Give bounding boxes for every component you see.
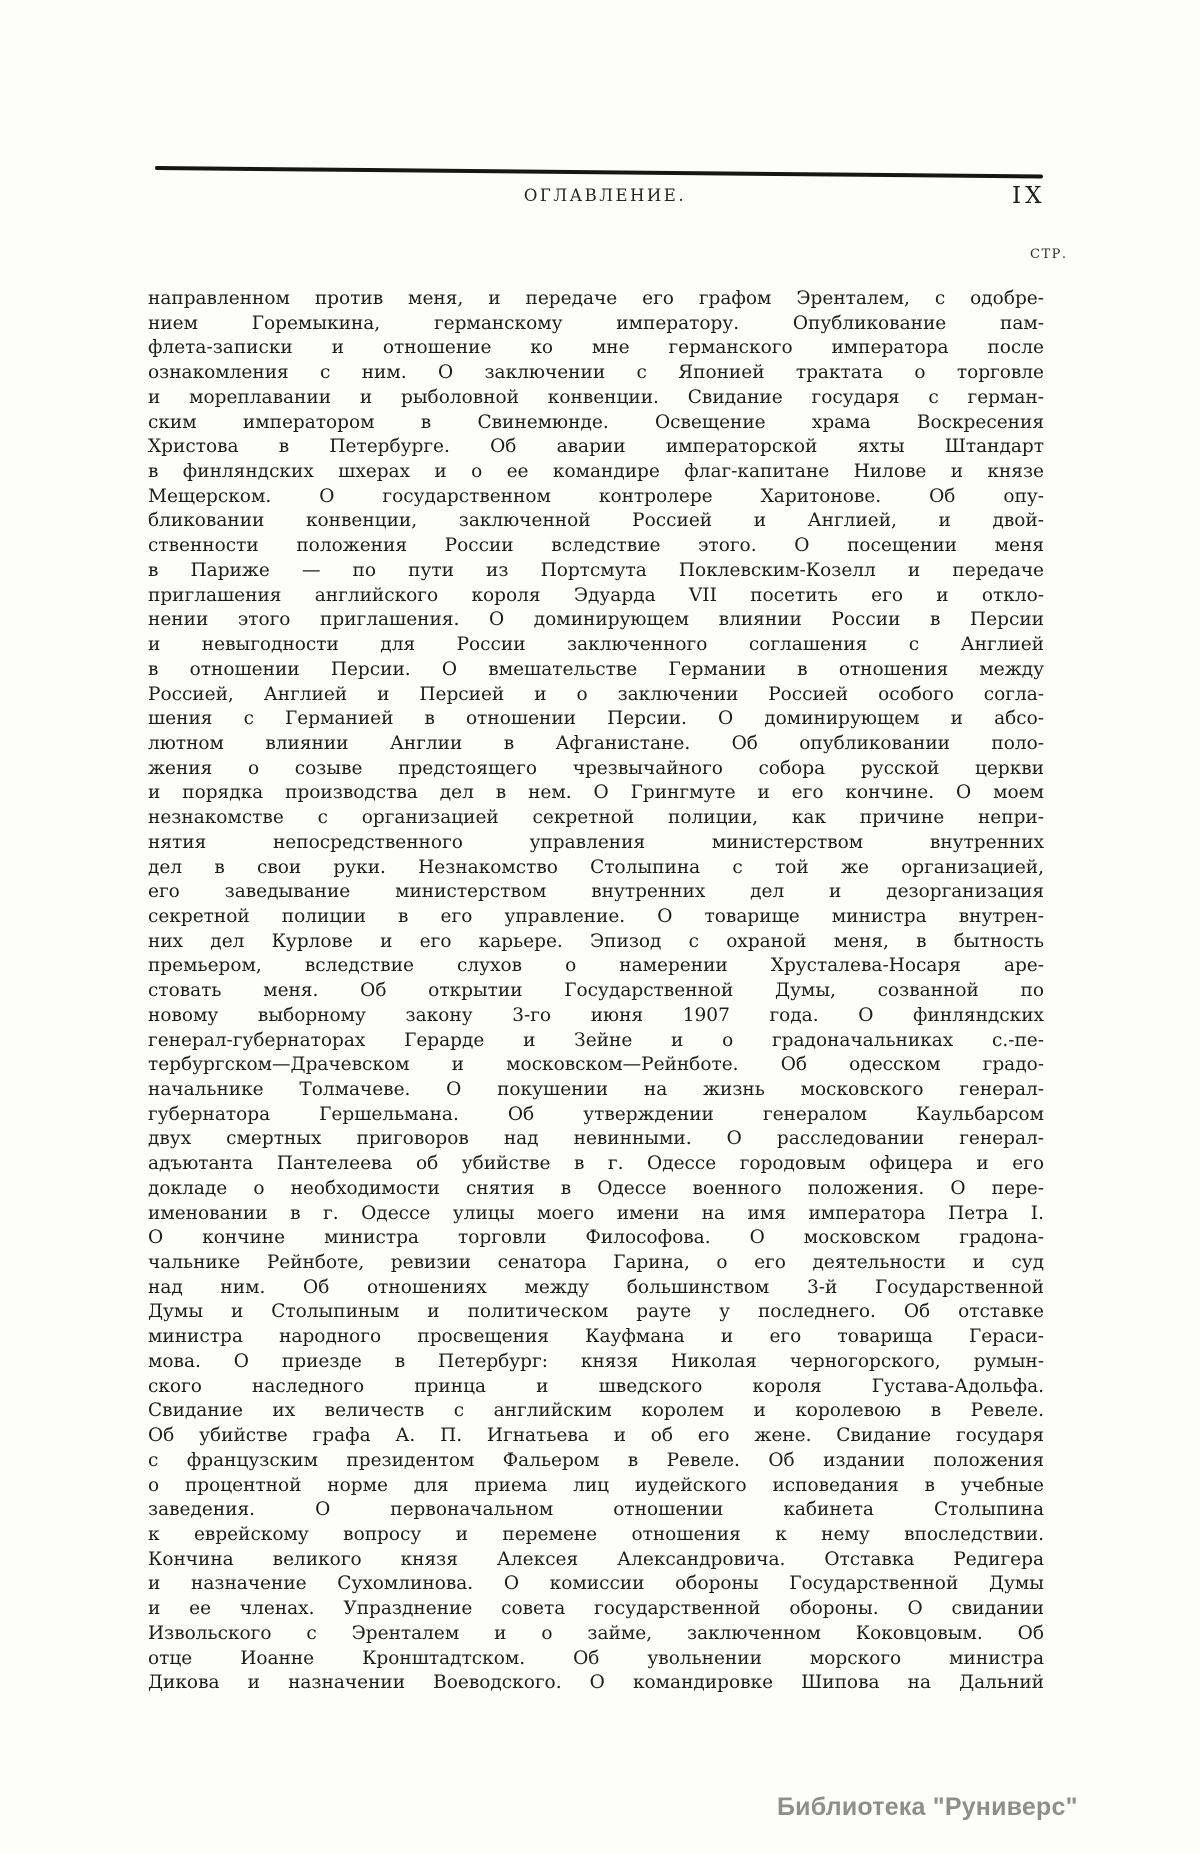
toc-line: отце Иоанне Кронштадтском. Об увольнении морского министра	[148, 1647, 1044, 1669]
toc-line: новому выборному закону 3-го июня 1907 года. О финляндских	[148, 1004, 1044, 1026]
toc-line: флета-записки и отношение ко мне германского императора после	[148, 337, 1044, 359]
toc-line: шения с Германией в отношении Персии. О доминирующем и абсо-	[148, 708, 1044, 730]
toc-line: Извольского с Эренталем и о займе, заключенном Коковцовым. Об	[148, 1622, 1044, 1644]
toc-line: премьером, вследствие слухов о намерении Хрусталева-Носаря аре-	[148, 955, 1044, 977]
toc-line: Мещерском. О государственном контролере Харитонове. Об опу-	[148, 485, 1044, 507]
toc-line: Россией, Англией и Персией и о заключении Россией особого согла-	[148, 683, 1044, 705]
toc-line: жения о созыве предстоящего чрезвычайного собора русской церкви	[148, 757, 1044, 779]
library-watermark: Библиотека "Руниверс"	[777, 1793, 1078, 1821]
toc-line: Думы и Столыпиным и политическом рауте у последнего. Об отставке	[148, 1301, 1044, 1323]
toc-line: нятия непосредственного управления министерством внутренних	[148, 831, 1044, 853]
toc-line: в Париже — по пути из Портсмута Поклевским-Козелл и передаче	[148, 559, 1044, 581]
toc-line: стовать меня. Об открытии Государственной Думы, созванной по	[148, 980, 1044, 1002]
toc-line: его заведывание министерством внутренних дел и дезорганизация	[148, 881, 1044, 903]
page-column-label: СТР.	[1030, 247, 1068, 262]
toc-line: Свидание их величеств с английским королем и королевою в Ревеле.	[148, 1400, 1044, 1422]
toc-line: заведения. О первоначальном отношении кабинета Столыпина	[148, 1499, 1044, 1521]
toc-line: генерал-губернаторах Герарде и Зейне и о градоначальниках с.-пе-	[148, 1029, 1044, 1051]
toc-line: Дикова и назначении Воеводского. О командировке Шипова на Дальний	[148, 1672, 1044, 1694]
toc-line: над ним. Об отношениях между большинством 3-й Государственной	[148, 1276, 1044, 1298]
toc-line: ственности положения России вследствие этого. О посещении меня	[148, 535, 1044, 557]
toc-line: и назначение Сухомлинова. О комиссии обороны Государственной Думы	[148, 1573, 1044, 1595]
toc-line: в финляндских шхерах и о ее командире флаг-капитане Нилове и князе	[148, 461, 1044, 483]
toc-line: адъютанта Пантелеева об убийстве в г. Одессе городовым офицера и его	[148, 1153, 1044, 1175]
page-number: IX	[1012, 183, 1046, 209]
toc-line: секретной полиции в его управление. О товарище министра внутрен-	[148, 905, 1044, 927]
toc-line: направленном против меня, и передаче его графом Эренталем, с одобре-	[148, 288, 1044, 309]
toc-line: бликовании конвенции, заключенной Россией и Англией, и двой-	[148, 510, 1044, 532]
toc-line: Христова в Петербурге. Об аварии императорской яхты Штандарт	[148, 436, 1044, 458]
header-rule	[155, 166, 1043, 179]
page-title: ОГЛАВЛЕНИЕ.	[523, 186, 687, 205]
toc-line: докладе о необходимости снятия в Одессе военного положения. О пере-	[148, 1177, 1044, 1199]
toc-line: О кончине министра торговли Философова. О московском градона-	[148, 1227, 1044, 1249]
toc-line: министра народного просвещения Кауфмана и его товарища Гераси-	[148, 1326, 1044, 1348]
toc-line: губернатора Гершельмана. Об утверждении генералом Каульбарсом	[148, 1103, 1044, 1125]
toc-line: нием Горемыкина, германскому императору. Опубликование пам-	[148, 312, 1044, 334]
toc-line: ским императором в Свинемюнде. Освещение храма Воскресения	[148, 411, 1044, 433]
toc-text	[148, 287, 1044, 1696]
toc-line: них дел Курлове и его карьере. Эпизод с охраной меня, в бытность	[148, 930, 1044, 952]
toc-line: о процентной норме для приема лиц иудейского исповедания в учебные	[148, 1474, 1044, 1496]
toc-line: в отношении Персии. О вмешательстве Германии в отношения между	[148, 658, 1044, 680]
toc-line: начальнике Толмачеве. О покушении на жизнь московского генерал-	[148, 1079, 1044, 1100]
toc-line: тербургском—Драчевском и московском—Рейнботе. Об одесском градо-	[148, 1054, 1044, 1076]
toc-line: Кончина великого князя Алексея Александровича. Отставка Редигера	[148, 1548, 1044, 1570]
toc-line: приглашения английского короля Эдуарда VII посетить его и откло-	[148, 584, 1044, 606]
toc-line: ского наследного принца и шведского короля Густава-Адольфа.	[148, 1375, 1044, 1397]
toc-line: незнакомстве с организацией секретной полиции, как причине непри-	[148, 807, 1044, 829]
toc-line: ознакомления с ним. О заключении с Японией трактата о торговле	[148, 362, 1044, 384]
toc-line: именовании в г. Одессе улицы моего имени на имя императора Петра I.	[148, 1202, 1044, 1224]
toc-line: двух смертных приговоров над невинными. О расследовании генерал-	[148, 1128, 1044, 1150]
toc-line: дел в свои руки. Незнакомство Столыпина с той же организацией,	[148, 856, 1044, 878]
toc-line: мова. О приезде в Петербург: князя Николая черногорского, румын-	[148, 1350, 1044, 1372]
toc-line: к еврейскому вопросу и перемене отношения к нему впоследствии.	[148, 1523, 1044, 1545]
toc-line: и невыгодности для России заключенного соглашения с Англией	[148, 634, 1044, 656]
toc-line: и мореплавании и рыболовной конвенции. Свидание государя с герман-	[148, 386, 1044, 408]
toc-line: нении этого приглашения. О доминирующем влиянии России в Персии	[148, 609, 1044, 631]
toc-line: чальнике Рейнботе, ревизии сенатора Гарина, о его деятельности и суд	[148, 1252, 1044, 1274]
toc-line: и порядка производства дел в нем. О Грингмуте и его кончине. О моем	[148, 782, 1044, 804]
toc-line: с французским президентом Фальером в Ревеле. Об издании положения	[148, 1449, 1044, 1471]
toc-line: Об убийстве графа А. П. Игнатьева и об его жене. Свидание государя	[148, 1425, 1044, 1447]
toc-line: и ее членах. Упразднение совета государственной обороны. О свидании	[148, 1598, 1044, 1620]
toc-line: лютном влиянии Англии в Афганистане. Об опубликовании поло-	[148, 732, 1044, 754]
